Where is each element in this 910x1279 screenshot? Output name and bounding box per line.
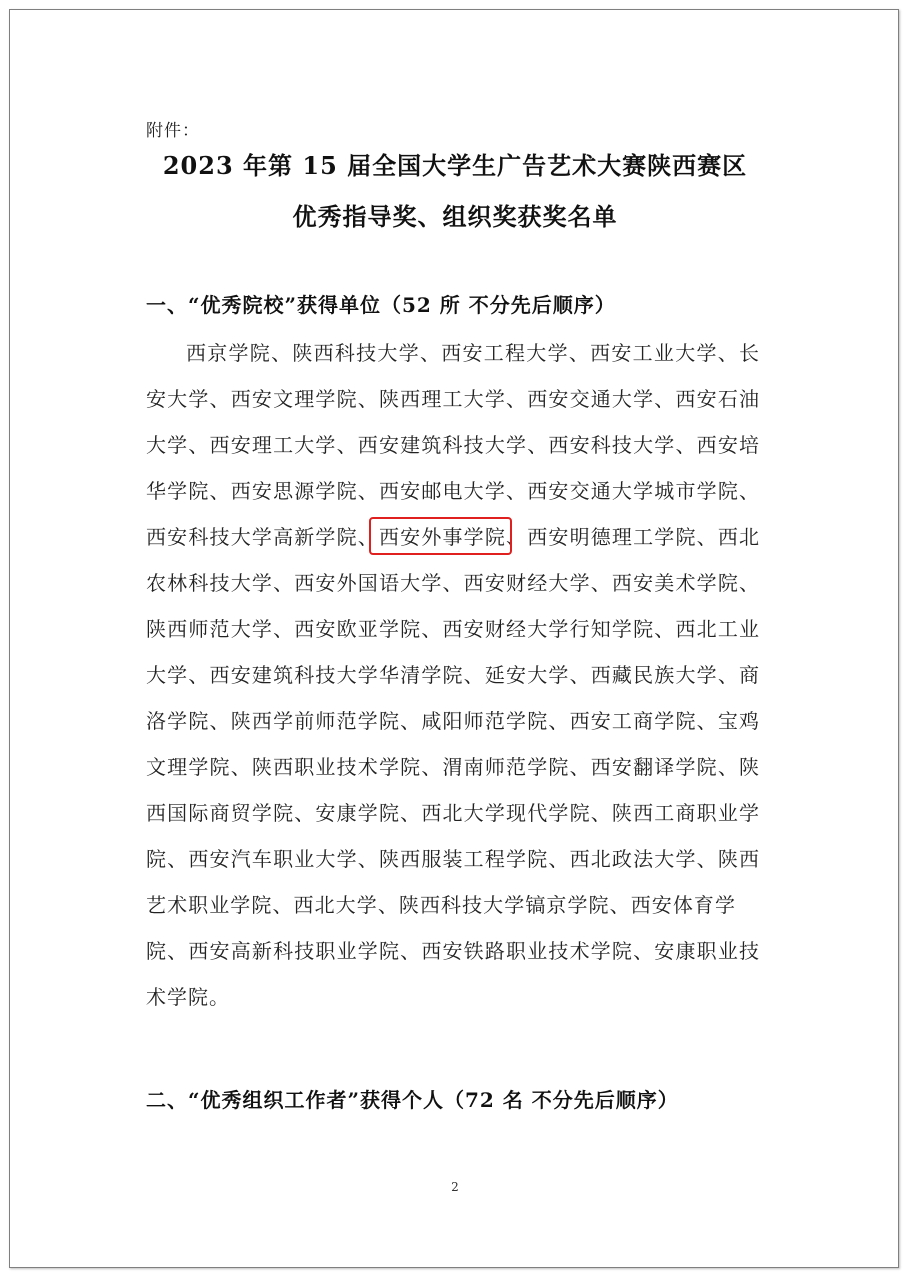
body-line-10: 文理学院、陕西职业技术学院、渭南师范学院、西安翻译学院、陕	[146, 755, 760, 779]
body-line-8: 大学、西安建筑科技大学华清学院、延安大学、西藏民族大学、商	[146, 663, 760, 687]
body-line-5: 西安科技大学高新学院、西安外事学院、西安明德理工学院、西北	[146, 525, 760, 549]
body-line-2: 安大学、西安文理学院、陕西理工大学、西安交通大学、西安石油	[146, 387, 760, 411]
body-line-15: 术学院。	[146, 985, 230, 1009]
attachment-label: 附件：	[146, 121, 200, 141]
section-2-heading: 二、“优秀组织工作者”获得个人（72 名 不分先后顺序）	[146, 1088, 679, 1112]
page-number: 2	[451, 1180, 459, 1194]
body-line-12: 院、西安汽车职业大学、陕西服装工程学院、西北政法大学、陕西	[146, 847, 760, 871]
body-line-6: 农林科技大学、西安外国语大学、西安财经大学、西安美术学院、	[146, 571, 760, 595]
document-title-line-1: 2023 年第 15 届全国大学生广告艺术大赛陕西赛区	[162, 151, 748, 180]
body-line-4: 华学院、西安思源学院、西安邮电大学、西安交通大学城市学院、	[146, 479, 760, 503]
body-line-13: 艺术职业学院、西北大学、陕西科技大学镐京学院、西安体育学	[146, 893, 736, 917]
body-line-3: 大学、西安理工大学、西安建筑科技大学、西安科技大学、西安培	[146, 433, 760, 457]
body-line-1: 西京学院、陕西科技大学、西安工程大学、西安工业大学、长	[186, 341, 760, 365]
body-line-9: 洛学院、陕西学前师范学院、咸阳师范学院、西安工商学院、宝鸡	[146, 709, 760, 733]
section-1-heading: 一、“优秀院校”获得单位（52 所 不分先后顺序）	[146, 293, 616, 317]
body-line-11: 西国际商贸学院、安康学院、西北大学现代学院、陕西工商职业学	[146, 801, 760, 825]
body-line-7: 陕西师范大学、西安欧亚学院、西安财经大学行知学院、西北工业	[146, 617, 760, 641]
document-title-line-2: 优秀指导奖、组织奖获奖名单	[292, 202, 618, 231]
body-line-14: 院、西安高新科技职业学院、西安铁路职业技术学院、安康职业技	[146, 939, 760, 963]
highlight-box	[369, 517, 512, 555]
